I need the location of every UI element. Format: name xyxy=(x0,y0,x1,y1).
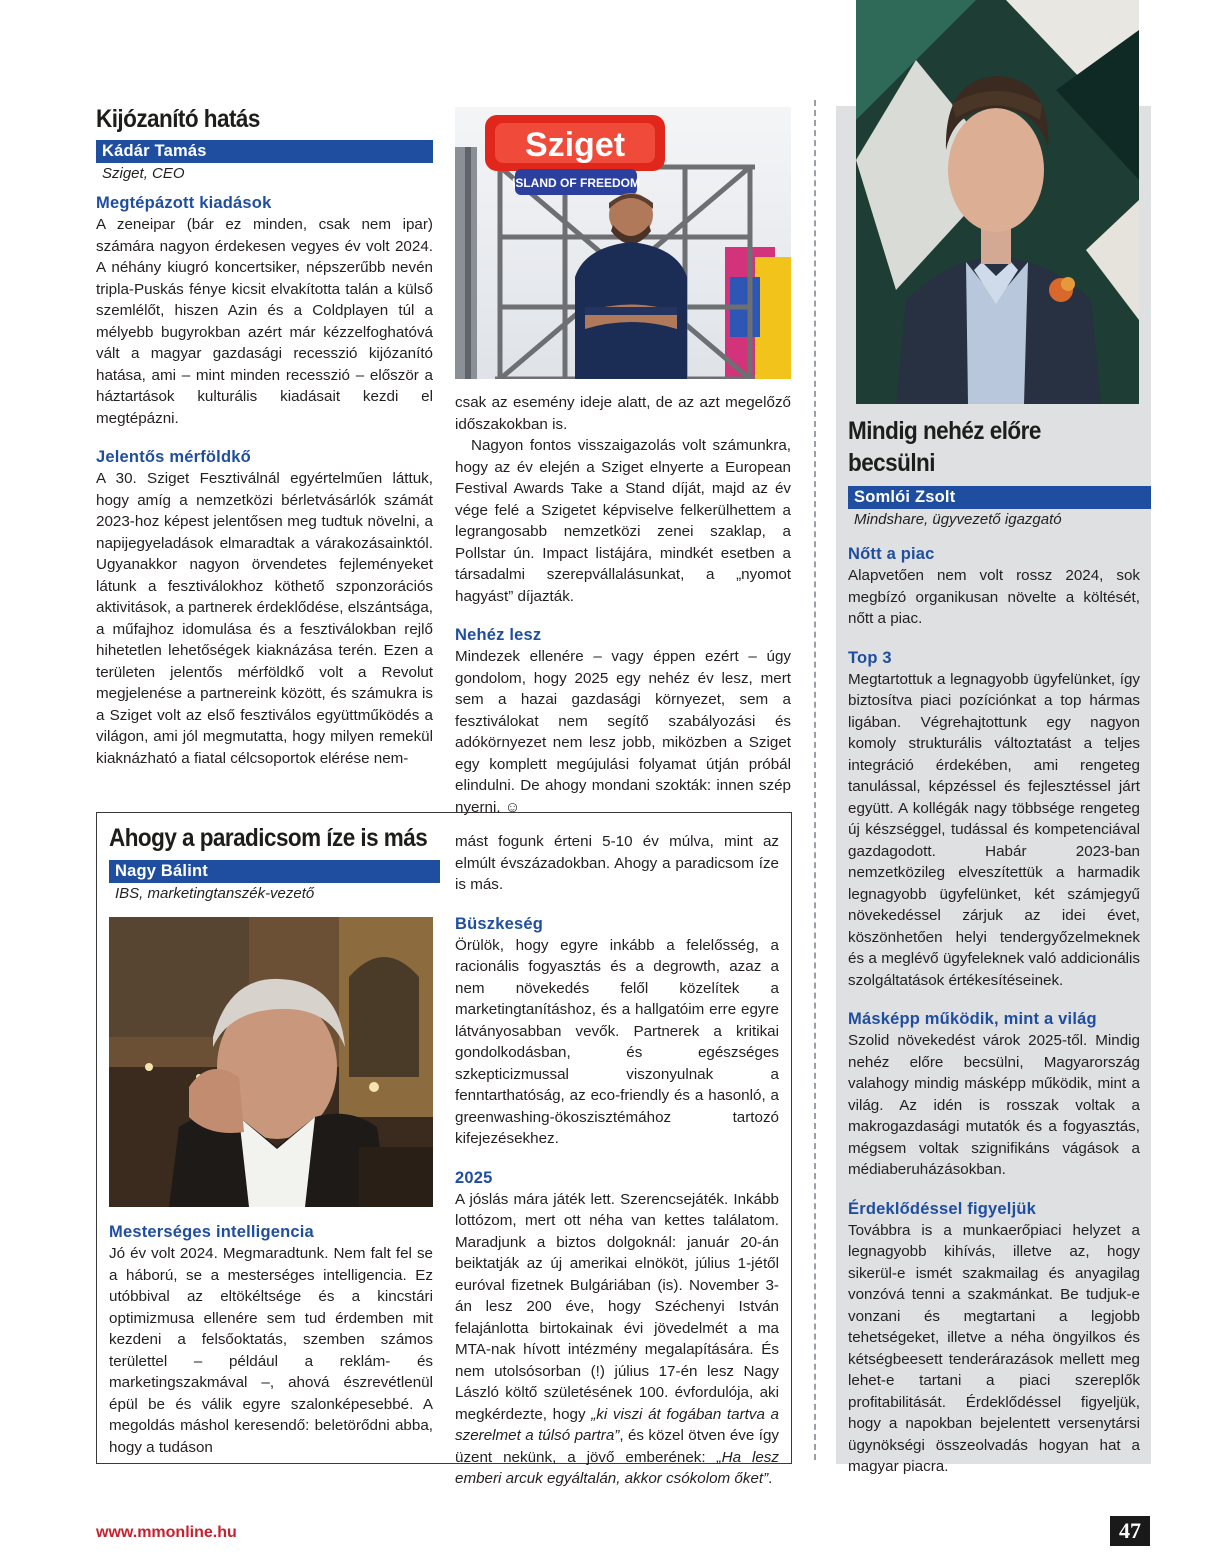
footer-website-url[interactable]: www.mmonline.hu xyxy=(96,1524,237,1541)
author-role: Mindshare, ügyvezető igazgató xyxy=(854,511,1062,528)
paragraph: Alapvetően nem volt rossz 2024, sok megbízó organikusan növelte a költését, nőtt a piac. xyxy=(848,567,1140,627)
text-run: A jóslás mára játék lett. Szerencsejáték. Inkább lottózom, mert ott néha van kettes találatom. Maradjunk a biztos dolgoknál: január 20-án beiktatják az új amerikai elnököt, július 1-jétől euróval fizetnek Bulgáriában (is). November 3-án lesz 200 éve, hogy Széchenyi István felajánlotta birtokainak évi jövedelmét a ma MTA-nak hívott intézmény megalapítására. És nem utolsósorban (!) július 17-én lesz Nagy László költő születésének 100. évfordulója, aki megkérdezte, hogy xyxy=(455,1190,779,1423)
article-3-headline-line-1: Mindig nehéz előre xyxy=(848,417,1041,445)
subhead: Nőtt a piac xyxy=(848,545,935,563)
article-2-column-1 xyxy=(109,1221,433,1458)
sziget-sign-text: Sziget xyxy=(524,126,626,164)
photo-illustration xyxy=(109,917,433,1207)
paragraph: Jó év volt 2024. Megmaradtunk. Nem falt fel se a háború, se a mesterséges intelligencia. Ez utóbbival az eltökéltsége és a kincstári optimizmusa ellenére sem tud érdemben mit kezdeni a felsőoktatás, szemben számos területtel – például a reklám- és marketingszakmával –, ahová észrevétlenül épül be és válik egyre szalonképesebbé. A megoldás máshol keresendő: beletörődni abba, hogy a tudáson xyxy=(109,1245,433,1456)
paragraph: Továbbra is a munkaerőpiaci helyzet a legnagyobb kihívás, illetve az, hogy sikerül-e ismét szakmailag és anyagilag vonzóvá tenni a szakmánkat. Be tudjuk-e vonzani és megtartani a legjobb tehetségeket, illetve a néha öngyilkos és kétségbeesett tenderárazások mellett meg lehet-e tartani a piaci szereplők profitabilitását. Érdeklődéssel figyeljük, hogy a napokban bejelentett versenytársi ügynökségi összeolvadás hogyan hat a magyar piacra. xyxy=(848,1221,1140,1475)
subhead: Nehéz lesz xyxy=(455,626,542,644)
paragraph: Megtartottuk a legnagyobb ügyfelünket, így biztosítva piaci pozíciónkat a top hármas ligában. Végrehajtottunk egy nagyon komoly strukturális változtatást a teljes integráció érdekében, ami rengeteg tanulással, képzéssel és fejlesztéssel járt együtt. A kollégák nagy többsége rengeteg új készséggel, tudással és kompetenciával gazdagodott. Habár 2023-ban nemzetközileg elveszítettük a harmadik legnagyobb ügyfelünket, két számjegyű növekedéssel zárjuk az idei évet, köszönhetően helyi tendergyőzelmeknek és a meglévő ügyfeleknek való addicionális szolgáltatások értékesítéseinek. xyxy=(848,670,1140,989)
paragraph: Nagyon fontos visszaigazolás volt számunkra, hogy az év elején a Sziget elnyerte a European Festival Awards Take a Stand díját, majd az év vége felé a Szigetet képviselve felkerülhettem a legrangosabb nemzetközi zenei szaklap, a Pollstar ún. Impact listájára, mindkét esetben a társadalmi szerepvállalásunkat, a „nyomot hagyást” díjazták. xyxy=(455,437,791,605)
paragraph: mást fogunk érteni 5-10 év múlva, mint az elmúlt évszázadokban. Ahogy a paradicsom íze is más. xyxy=(455,833,779,893)
sziget-festival-photo xyxy=(455,107,791,379)
sziget-sign-subtext: ISLAND OF FREEDOM xyxy=(512,176,640,190)
subhead: 2025 xyxy=(455,1168,493,1187)
paragraph: csak az esemény ideje alatt, de az azt megelőző időszakokban is. xyxy=(455,394,791,433)
article-1-column-1 xyxy=(96,192,433,769)
article-2-headline: Ahogy a paradicsom íze is más xyxy=(109,824,428,852)
subhead: Érdeklődéssel figyeljük xyxy=(848,1199,1037,1218)
paragraph xyxy=(455,1189,779,1490)
photo-illustration xyxy=(856,0,1139,404)
author-role: Sziget, CEO xyxy=(102,165,185,182)
paragraph: A zeneipar (bár ez minden, csak nem ipar) számára nagyon érdekesen vegyes év volt 2024. A néhány kiugró koncertsiker, népszerűbb nevén tripla-Puskás fénye kicsit elvakította talán a külső szemlélőt, hiszen Azin és a Coldplayen túl a mélyebb bugyrokban azért már kézzelfoghatóvá vált a magyar gazdasági recesszió kijózanító hatása, ami – mint minden recesszió – először a háztartások kulturális kiadásait kezdi el megtépázni. xyxy=(96,216,433,427)
somloi-zsolt-photo xyxy=(856,0,1139,404)
subhead: Megtépázott kiadások xyxy=(96,194,272,212)
photo-illustration xyxy=(455,107,791,379)
quote: „ki viszi át fogában tartva a szerelmet a túlsó partra” xyxy=(455,1405,779,1444)
text-run: . xyxy=(768,1470,773,1487)
author-role: IBS, marketingtanszék-vezető xyxy=(115,885,315,902)
paragraph: Mindezek ellenére – vagy éppen ezért – úgy gondolom, hogy 2025 egy nehéz év lesz, mert sem a hazai gazdasági környezet, sem a fesztiválokat nem segítő szabályozási és adókörnyezet nem lesz jobb, miközben a Sziget egy komplett megújulási folyamat útján próbál elindulni. De ahogy mondani szokták: innen szép nyerni. ☺ xyxy=(455,648,791,816)
nagy-balint-photo xyxy=(109,917,433,1207)
subhead: Mesterséges intelligencia xyxy=(109,1223,314,1241)
article-nagy-box xyxy=(96,812,792,1487)
article-3-headline-line-2: becsülni xyxy=(848,449,935,477)
subhead: Büszkeség xyxy=(455,914,544,933)
article-2-column-2 xyxy=(455,831,779,1490)
author-name-bar: Somlói Zsolt xyxy=(848,486,1151,509)
subhead: Másképp működik, mint a világ xyxy=(848,1010,1097,1028)
article-1-column-2 xyxy=(455,392,791,818)
text-run: , és közel ötven éve így üzent nekünk, a jövő emberének: xyxy=(455,1427,779,1466)
subhead: Top 3 xyxy=(848,648,892,667)
article-kadar xyxy=(96,100,792,816)
quote: „Ha lesz emberi arcuk egyáltalán, akkor csókolom őket” xyxy=(455,1448,779,1487)
article-3-column xyxy=(848,543,1140,1478)
article-1-headline: Kijózanító hatás xyxy=(96,105,260,133)
page-number: 47 xyxy=(1110,1516,1150,1546)
author-name-bar: Nagy Bálint xyxy=(109,860,440,883)
paragraph: A 30. Sziget Fesztiválnál egyértelműen láttuk, hogy amíg a nemzetközi bérletvásárlók számát 2023-hoz képest jelentősen meg tudtuk növelni, a napijegyeladások elmaradtak a várakozásainktól. Ugyanakkor nagyon örvendetes fejleményeket látunk a fesztiválokhoz köthető szponzorációs aktivitások, a partnerek érdeklődése, elszántsága, a műfajhoz idomulása és a fesztiválokban rejlő hihetetlen lehetőségek kiaknázása terén. Ezen a területen jelentős mérföldkő volt a Revolut megjelenése a partnereink között, és számukra is a Sziget volt az első fesztiválos együttműködés a világon, ami jól megmutatta, hogy milyen remekül kiaknázható a fiatal célcsoportok elérése nem- xyxy=(96,470,433,767)
author-name-bar: Kádár Tamás xyxy=(96,140,433,163)
subhead: Jelentős mérföldkő xyxy=(96,448,251,466)
column-separator xyxy=(814,100,816,1460)
paragraph: Szolid növekedést várok 2025-től. Mindig nehéz előre becsülni, Magyarország valahogy mindig másképp működik, mint a világ. Az idén is rosszak voltak a makrogazdasági mutatók és a fogyasztás, mégsem voltak szignifikáns vágások a médiaberuházásokban. xyxy=(848,1032,1140,1178)
paragraph: Örülök, hogy egyre inkább a felelősség, a racionális fogyasztás és a degrowth, azaz a nem növekedés felől közelítek a marketingtanításhoz, és a hallgatóim erre egyre látványosabban vevők. Partnerek a kritikai gondolkodásban, és egészséges szkepticizmussal viszonyulnak a fenntarthatóság, az eco-friendly és a hasonló, a greenwashing-ökoszisztémához tartozó kifejezésekhez. xyxy=(455,936,779,1147)
